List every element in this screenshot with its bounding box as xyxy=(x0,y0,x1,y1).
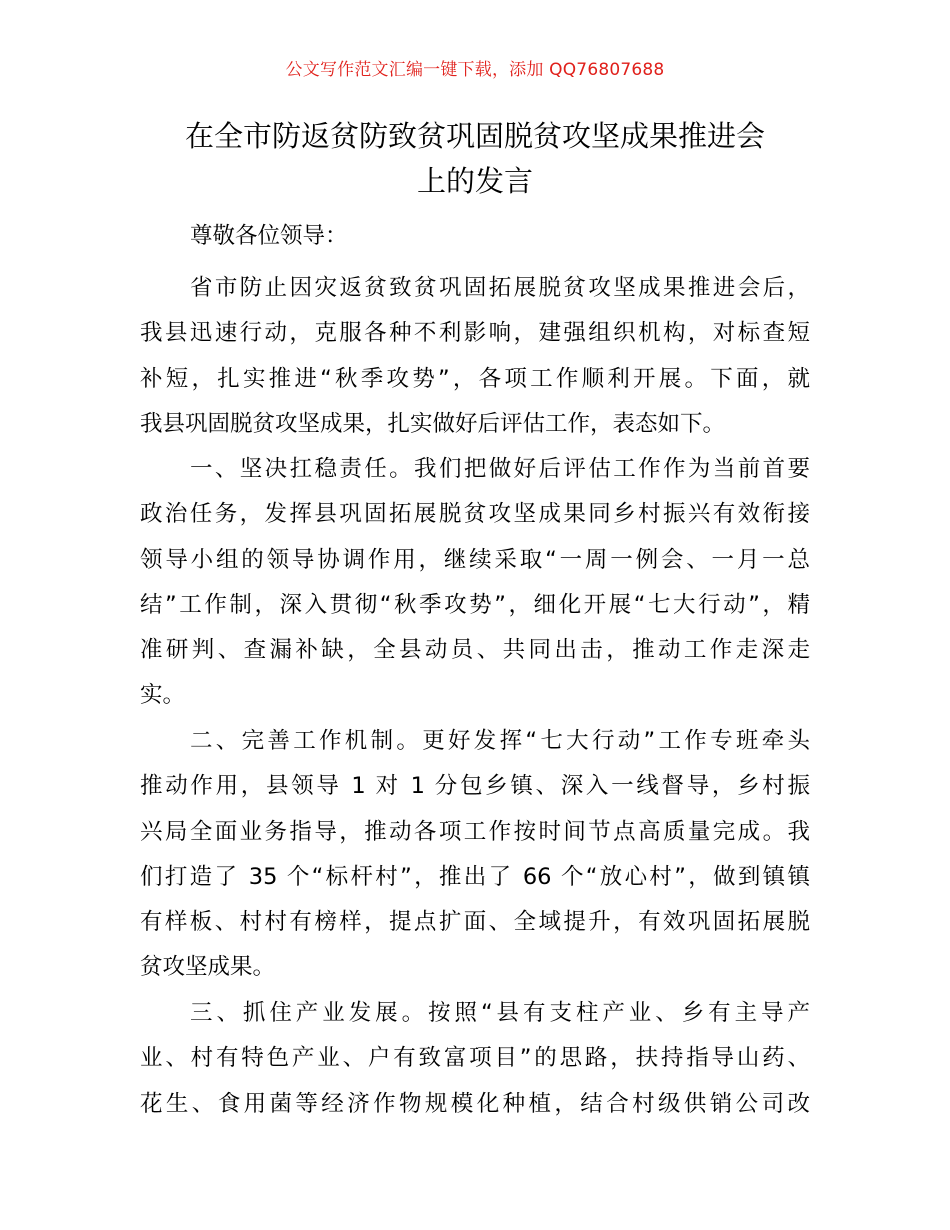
paragraph-line: 贫攻坚成果。 xyxy=(140,954,276,981)
paragraph-line: 省市防止因灾返贫致贫巩固拓展脱贫攻坚成果推进会后， xyxy=(190,275,810,301)
title-line: 上的发言 xyxy=(416,164,533,198)
paragraph-line: 我县迅速行动，克服各种不利影响，建强组织机构，对标查短 xyxy=(140,320,810,347)
paragraph-line: 兴局全面业务指导，推动各项工作按时间节点高质量完成。我 xyxy=(140,818,810,845)
paragraph-line: 推动作用，县领导 1 对 1 分包乡镇、深入一线督导，乡村振 xyxy=(140,773,810,800)
paragraph-line: 领导小组的领导协调作用，继续采取“一周一例会、一月一总 xyxy=(140,546,810,573)
paragraph-line: 准研判、查漏补缺，全县动员、共同出击，推动工作走深走 xyxy=(140,637,810,664)
paragraph-line: 结”工作制，深入贯彻“秋季攻势”，细化开展“七大行动”，精 xyxy=(140,591,810,618)
paragraph-industry xyxy=(140,991,810,1127)
paragraph-intro xyxy=(140,266,810,447)
paragraph-line: 三、抓住产业发展。按照“县有支柱产业、乡有主导产 xyxy=(190,1000,810,1026)
paragraph-line: 我县巩固脱贫攻坚成果，扎实做好后评估工作，表态如下。 xyxy=(140,410,726,437)
salutation-text: 尊敬各位领导： xyxy=(190,223,348,249)
paragraph-line: 业、村有特色产业、户有致富项目”的思路，扶持指导山药、 xyxy=(140,1045,810,1072)
paragraph-line: 政治任务，发挥县巩固拓展脱贫攻坚成果同乡村振兴有效衔接 xyxy=(140,501,810,528)
document-title xyxy=(140,114,810,204)
paragraph-line: 有样板、村村有榜样，提点扩面、全域提升，有效巩固拓展脱 xyxy=(140,909,810,936)
header-download-note: 公文写作范文汇编一键下载，添加 QQ76807688 xyxy=(285,60,665,80)
paragraph-mechanism xyxy=(140,719,810,991)
salutation xyxy=(140,214,810,259)
paragraph-line: 一、坚决扛稳责任。我们把做好后评估工作作为当前首要 xyxy=(190,456,810,482)
paragraph-line: 实。 xyxy=(140,682,186,709)
paragraph-line: 们打造了 35 个“标杆村”，推出了 66 个“放心村”，做到镇镇 xyxy=(140,863,810,890)
title-line: 在全市防返贫防致贫巩固脱贫攻坚成果推进会 xyxy=(184,119,765,153)
paragraph-line: 补短，扎实推进“秋季攻势”，各项工作顺利开展。下面，就 xyxy=(140,365,810,392)
paragraph-responsibility xyxy=(140,447,810,719)
paragraph-line: 二、完善工作机制。更好发挥“七大行动”工作专班牵头 xyxy=(190,728,810,754)
paragraph-line: 花生、食用菌等经济作物规模化种植，结合村级供销公司改 xyxy=(140,1090,810,1117)
